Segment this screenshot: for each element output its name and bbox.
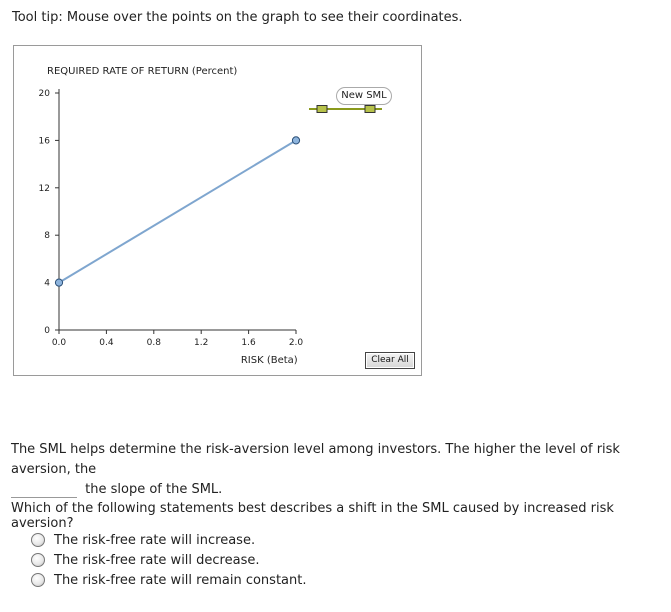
tooltip-text: Tool tip: Mouse over the points on the graph to see their coordinates. bbox=[12, 10, 463, 25]
radio-button[interactable] bbox=[31, 573, 45, 587]
y-tick-label: 8 bbox=[44, 231, 50, 242]
x-tick-label: 1.2 bbox=[194, 338, 209, 348]
sml-point[interactable] bbox=[292, 137, 299, 144]
question-1 bbox=[11, 440, 666, 500]
radio-button[interactable] bbox=[31, 553, 45, 567]
x-tick-label: 2.0 bbox=[288, 338, 304, 348]
answer-option[interactable] bbox=[31, 570, 306, 590]
y-tick-label: 4 bbox=[44, 278, 50, 289]
chart-title: REQUIRED RATE OF RETURN (Percent) bbox=[47, 66, 238, 77]
y-tick-label: 0 bbox=[44, 326, 50, 336]
radio-button[interactable] bbox=[31, 533, 45, 547]
answer-option[interactable] bbox=[31, 530, 306, 550]
y-tick-label: 20 bbox=[38, 89, 50, 99]
sml-point[interactable] bbox=[55, 279, 62, 286]
answer-option-label: The risk-free rate will remain constant. bbox=[54, 572, 307, 588]
answer-option-label: The risk-free rate will increase. bbox=[54, 532, 256, 548]
new-sml-tool-handle bbox=[317, 106, 327, 113]
new-sml-tool-handle bbox=[365, 106, 375, 113]
x-tick-label: 0.0 bbox=[51, 338, 67, 348]
sml-line bbox=[59, 140, 296, 282]
answer-option[interactable] bbox=[31, 550, 306, 570]
question-1-text-after: the slope of the SML. bbox=[85, 482, 223, 497]
x-tick-label: 1.6 bbox=[241, 338, 256, 348]
x-tick-label: 0.8 bbox=[146, 338, 161, 348]
x-axis-label: RISK (Beta) bbox=[240, 355, 298, 366]
question-1-text-before: The SML helps determine the risk-aversion level among investors. The higher the level of risk aversion, the bbox=[11, 442, 620, 477]
y-tick-label: 16 bbox=[38, 136, 50, 147]
answer-option-label: The risk-free rate will decrease. bbox=[54, 552, 260, 568]
answer-options bbox=[31, 530, 306, 590]
x-tick-label: 0.4 bbox=[99, 338, 114, 348]
answer-blank-dropdown[interactable] bbox=[11, 496, 77, 498]
sml-graph-panel bbox=[13, 45, 422, 376]
y-tick-label: 12 bbox=[38, 183, 50, 194]
new-sml-tool-button[interactable]: New SML bbox=[336, 87, 392, 105]
question-2-prompt: Which of the following statements best describes a shift in the SML caused by increased risk aversion? bbox=[11, 501, 614, 531]
clear-all-button[interactable]: Clear All bbox=[365, 352, 415, 369]
